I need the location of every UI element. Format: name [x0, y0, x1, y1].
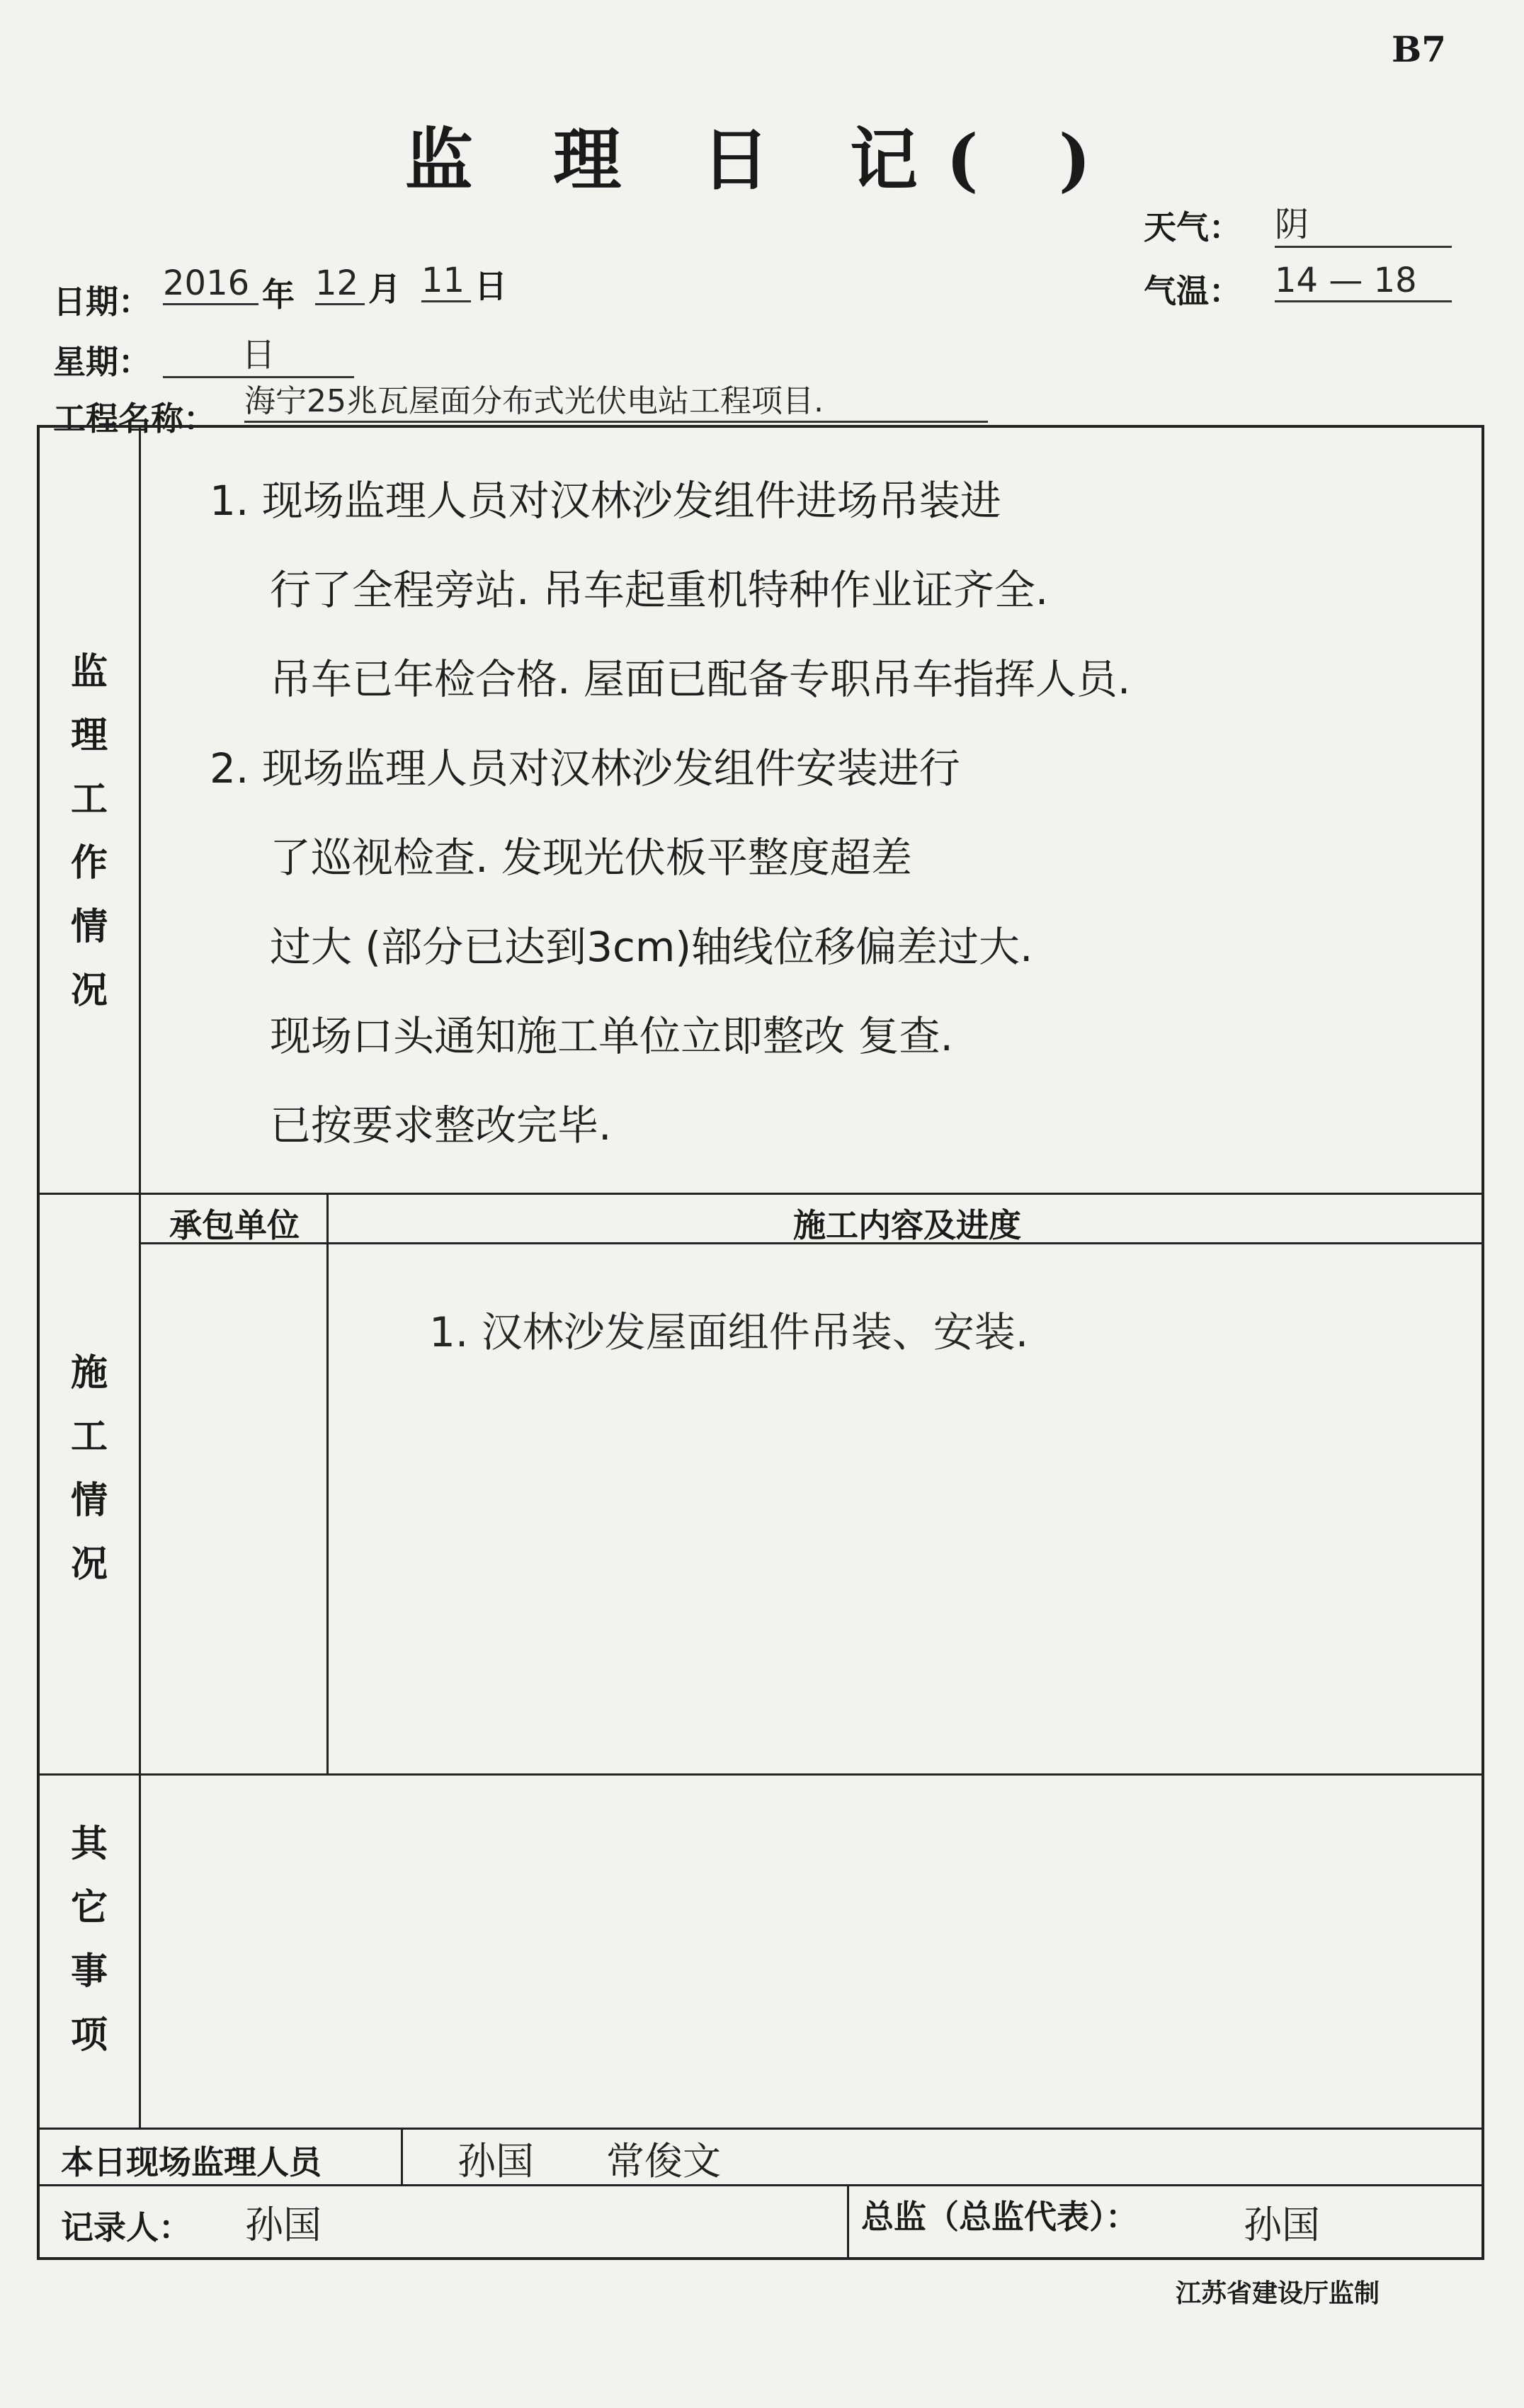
temperature-value: 14 — 18 — [1275, 261, 1452, 302]
date-year: 2016 — [163, 263, 258, 305]
weekday-label: 星期： — [53, 343, 151, 381]
supervision-line: 2. 现场监理人员对汉林沙发组件安装进行 — [210, 744, 960, 793]
supervision-work-content — [210, 456, 1130, 1170]
staff-label: 本日现场监理人员 — [61, 2143, 322, 2181]
issuer-footer: 江苏省建设厅监制 — [1176, 2278, 1380, 2308]
form-code: B7 — [1391, 28, 1446, 70]
year-unit: 年 — [262, 276, 295, 314]
weather-label: 天气： — [1144, 208, 1241, 246]
project-name: 海宁25兆瓦屋面分布式光伏电站工程项目. — [244, 375, 988, 423]
recorder-label: 记录人： — [61, 2208, 191, 2247]
other-section-label: 其它事项 — [70, 1822, 108, 2057]
date-month: 12 — [315, 263, 365, 305]
construction-section-label: 施工情况 — [70, 1351, 108, 1586]
date-day: 11 — [421, 261, 471, 302]
weekday-value: 日 — [163, 327, 354, 378]
date-label: 日期： — [53, 283, 151, 321]
diary-table — [37, 425, 1484, 2260]
supervision-line: 行了全程旁站. 吊车起重机特种作业证齐全. — [270, 566, 1049, 614]
construction-content: 1. 汉林沙发屋面组件吊装、安装. — [429, 1308, 1029, 1356]
weather-value: 阴 — [1275, 197, 1452, 248]
supervision-line: 了巡视检查. 发现光伏板平整度超差 — [270, 834, 912, 882]
project-label: 工程名称： — [53, 399, 216, 438]
supervision-line: 过大 (部分已达到3cm)轴线位移偏差过大. — [270, 923, 1033, 971]
month-unit: 月 — [368, 270, 401, 308]
contractor-column-header: 承包单位 — [169, 1206, 300, 1244]
supervision-line: 已按要求整改完毕. — [270, 1101, 612, 1149]
chief-label: 总监（总监代表）： — [861, 2198, 1138, 2236]
page-title: 监 理 日 记( ) — [404, 120, 1120, 200]
supervision-section-label: 监理工作情况 — [70, 650, 108, 1012]
content-column-header: 施工内容及进度 — [793, 1206, 1021, 1244]
supervision-line: 1. 现场监理人员对汉林沙发组件进场吊装进 — [210, 477, 1001, 525]
supervision-line: 现场口头通知施工单位立即整改 复查. — [270, 1012, 953, 1060]
day-unit: 日 — [474, 267, 507, 305]
temperature-label: 气温： — [1144, 272, 1241, 310]
recorder-signature: 孙国 — [245, 2203, 322, 2247]
staff-signature: 孙国 — [457, 2139, 534, 2183]
staff-signature: 常俊文 — [606, 2139, 721, 2183]
supervision-line: 吊车已年检合格. 屋面已配备专职吊车指挥人员. — [270, 655, 1131, 703]
chief-signature: 孙国 — [1244, 2203, 1320, 2247]
